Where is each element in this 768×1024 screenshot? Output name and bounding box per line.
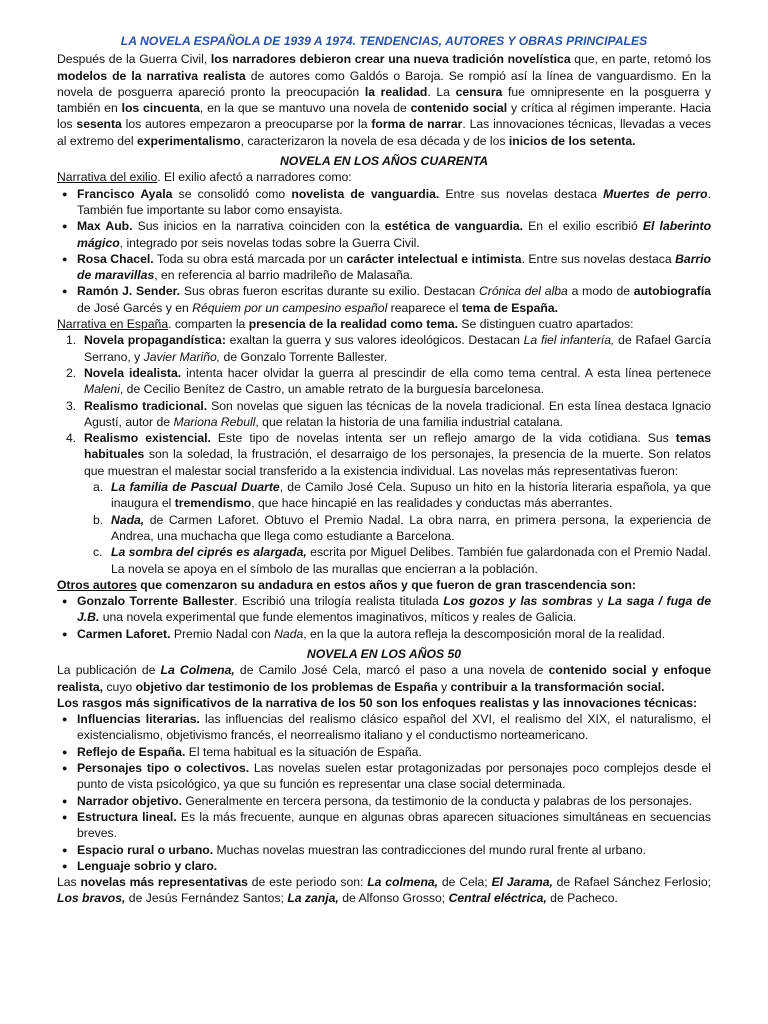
list-item: b. Nada, de Carmen Laforet. Obtuvo el Premio Nadal. La obra narra, en primera persona, la experiencia de Andrea, una muchacha que llega como estudiante a Barcelona.	[93, 512, 711, 543]
list-item: ● Max Aub. Sus inicios en la narrativa coinciden con la estética de vanguardia. En el exilio escribió El laberinto mágico, integrado por seis novelas todas sobre la Guerra Civil.	[57, 218, 711, 251]
list-item: c. La sombra del ciprés es alargada, escrita por Miguel Delibes. También fue galardonada con el Premio Nadal. La novela se apoya en el símbolo de las murallas que encierran a la población.	[93, 545, 711, 576]
list-item: 4. Realismo existencial. Este tipo de novelas intenta ser un reflejo amargo de la vida cotidiana. Sus temas habituales son la soledad, la frustración, el desarraigo de los personajes, la presencia de la muerte. Son relatos que muestran el malestar social transferido a la existencia individual. Las novelas más representativas fueron:	[66, 431, 712, 478]
exilio-intro: Narrativa del exilio. El exilio afectó a narradores como:	[57, 170, 352, 185]
list-item: ● Francisco Ayala se consolidó como novelista de vanguardia. Entre sus novelas destaca Muertes de perro. También fue importante su labor como ensayista.	[57, 186, 711, 219]
list-item: ● Reflejo de España. El tema habitual es la situación de España.	[57, 744, 711, 760]
espana-intro: Narrativa en España. comparten la presencia de la realidad como tema. Se distinguen cuatro apartados:	[57, 317, 634, 332]
colmena-paragraph: La publicación de La Colmena, de Camilo José Cela, marcó el paso a una novela de contenido social y enfoque realista, cuyo objetivo dar testimonio de los problemas de España y contribuir a la transformación social.	[57, 663, 712, 694]
section-heading-40s: NOVELA EN LOS AÑOS CUARENTA	[279, 154, 489, 169]
list-item: ● Narrador objetivo. Generalmente en tercera persona, da testimonio de la conducta y palabras de los personajes.	[57, 793, 711, 809]
intro-paragraph: Después de la Guerra Civil, los narradores debieron crear una nueva tradición novelística que, en parte, retomó los modelos de la narrativa realista de autores como Galdós o Baroja. Se rompió así la línea de vanguardismo. En la novela de posguerra apareció pronto la preocupación la realidad. La censura fue omnipresente en la posguerra y también en los cincuenta, en la que se mantuvo una novela de contenido social y crítica al régimen imperante. Hacia los sesenta los autores empezaron a preocuparse por la forma de narrar. Las innovaciones técnicas, llevadas a veces al extremo del experimentalismo, caracterizaron la novela de esa década y de los inicios de los setenta.	[57, 52, 712, 148]
list-item: ● Espacio rural o urbano. Muchas novelas muestran las contradicciones del mundo rural frente al urbano.	[57, 842, 711, 858]
list-item: 1. Novela propagandística: exaltan la guerra y sus valores ideológicos. Destacan La fiel infantería, de Rafael García Serrano, y Javier Mariño, de Gonzalo Torrente Ballester.	[66, 333, 711, 364]
list-item: ● Lenguaje sobrio y claro.	[57, 858, 711, 874]
document-title: LA NOVELA ESPAÑOLA DE 1939 A 1974. TENDENCIAS, AUTORES Y OBRAS PRINCIPALES	[120, 34, 648, 48]
list-item: ● Rosa Chacel. Toda su obra está marcada por un carácter intelectual e intimista. Entre sus novelas destaca Barrio de maravillas, en referencia al barrio madrileño de Malasaña.	[57, 251, 711, 284]
section-heading-50s: NOVELA EN LOS AÑOS 50	[306, 646, 462, 661]
list-item: ● Personajes tipo o colectivos. Las novelas suelen estar protagonizadas por personajes poco complejos desde el punto de vista psicológico, ya que su función es representar una clase social determinada.	[57, 760, 711, 793]
rasgos-intro: Los rasgos más significativos de la narrativa de los 50 son los enfoques realistas y las innovaciones técnicas:	[57, 695, 698, 710]
otros-intro: Otros autores que comenzaron su andadura en estos años y que fueron de gran trascendencia son:	[57, 577, 637, 592]
list-item: ● Estructura lineal. Es la más frecuente, aunque en algunas obras aparecen situaciones simultáneas en secuencias breves.	[57, 809, 711, 842]
final-paragraph: Las novelas más representativas de este periodo son: La colmena, de Cela; El Jarama, de Rafael Sánchez Ferlosio; Los bravos, de Jesús Fernández Santos; La zanja, de Alfonso Grosso; Central eléctrica, de Pacheco.	[57, 875, 711, 906]
list-item: ● Ramón J. Sender. Sus obras fueron escritas durante su exilio. Destacan Crónica del alba a modo de autobiografía de José Garcés y en Réquiem por un campesino español reaparece el tema de España.	[57, 283, 711, 316]
list-item: ● Carmen Laforet. Premio Nadal con Nada, en la que la autora refleja la descomposición moral de la realidad.	[57, 626, 711, 642]
list-item: 2. Novela idealista. intenta hacer olvidar la guerra al prescindir de ella como tema central. A esta línea pertenece Maleni, de Cecilio Benítez de Castro, un amable retrato de la burguesía barcelonesa.	[66, 365, 712, 397]
list-item: ● Influencias literarias. las influencias del realismo clásico español del XVI, el realismo del XIX, el naturalismo, el existencialismo, objetivismo francés, el neorrealismo italiano y el conductismo norteamericano.	[57, 711, 711, 744]
list-item: a. La familia de Pascual Duarte, de Camilo José Cela. Supuso un hito en la historia literaria española, ya que inaugura el tremendismo, que hace hincapié en las realidades y conductas más aberrantes.	[93, 480, 711, 511]
list-item: ● Gonzalo Torrente Ballester. Escribió una trilogía realista titulada Los gozos y las sombras y La saga / fuga de J.B. una novela experimental que funde elementos imaginativos, míticos y reales de Galicia.	[57, 593, 711, 626]
list-item: 3. Realismo tradicional. Son novelas que siguen las técnicas de la novela tradicional. En esta línea destaca Ignacio Agustí, autor de Mariona Rebull, que relatan la historia de una familia industrial catalana.	[66, 398, 711, 429]
